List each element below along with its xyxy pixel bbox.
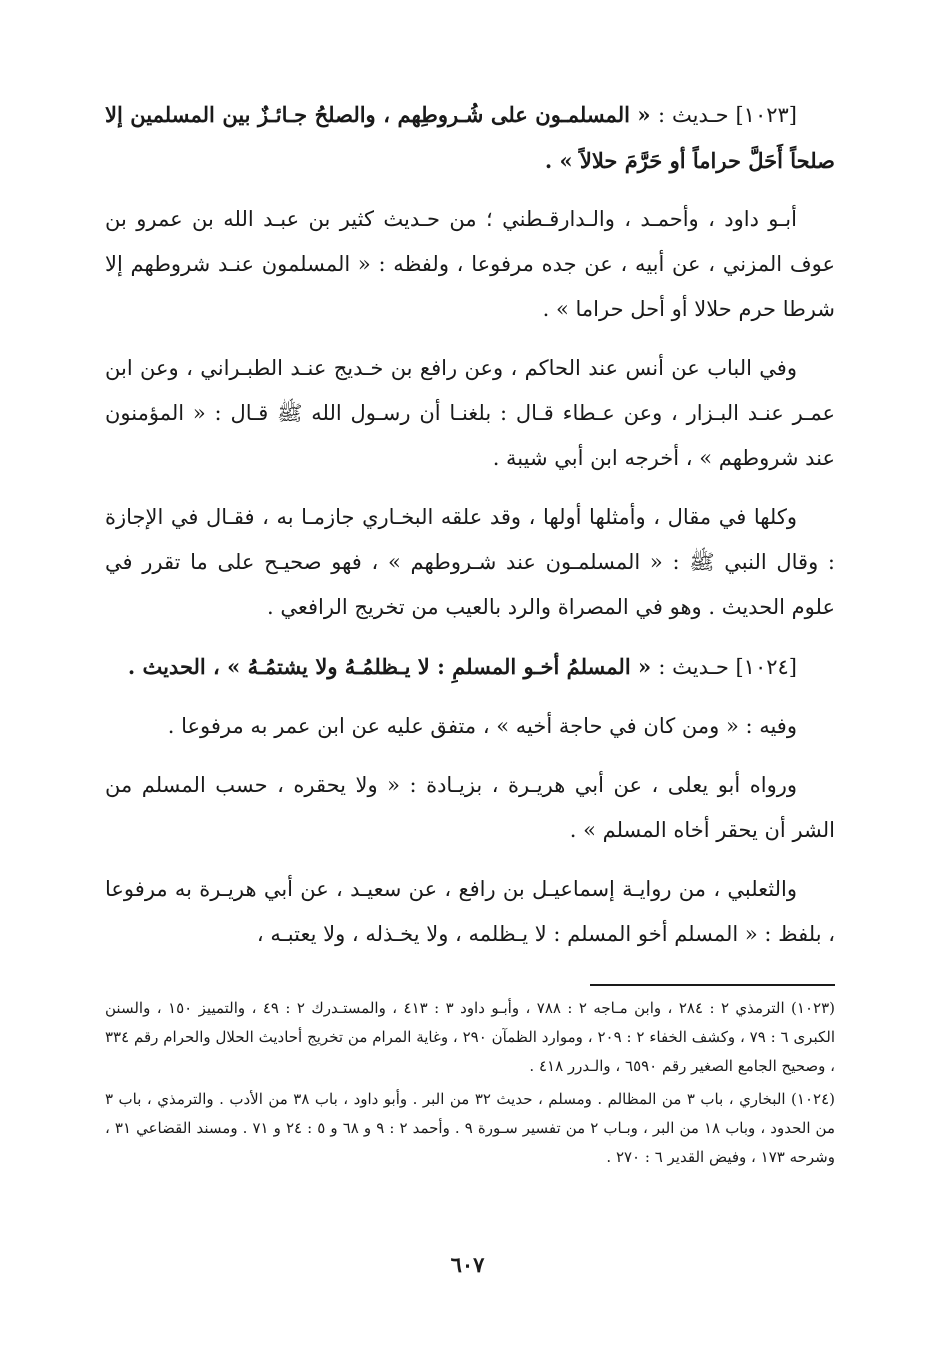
paragraph: وكلها في مقال ، وأمثلها أولها ، وقد علقه البخـاري جازمـا به ، فقـال في الإجازة : وقال النبي ﷺ : « المسلمـون عند شـروطهم » ، فهو صحيـح على ما تقرر في علوم الحديث . وهو في المصراة والرد بالعيب من تخريج الرافعي .	[105, 505, 835, 619]
paragraph: ورواه أبو يعلى ، عن أبي هريـرة ، بزيـادة : « ولا يحقره ، حسب المسلم من الشر أن يحقر أخاه المسلم » .	[105, 773, 835, 842]
page-number: ٦٠٧	[450, 1252, 485, 1277]
hadith-1023	[105, 92, 835, 183]
paragraph: أبـو داود ، وأحمـد ، والـدارقـطني ؛ من حـديث كثير بن عبـد الله بن عمرو بن عوف المزني ، عن أبيه ، عن جده مرفوعا ، ولفظه : « المسلمون عنـد شروطهم إلا شرطا حرم حلالا أو أحل حراما » .	[105, 207, 835, 321]
hadith-text: « المسلمُ أخـو المسلمِ : لا يـظلمُـهُ ولا يشتمُـهُ » ، الحديث .	[127, 654, 659, 679]
footnote-separator	[590, 984, 835, 986]
footnote-1024: (١٠٢٤) البخاري ، باب ٣ من المظالم . ومسلم ، حديث ٣٢ من البر . وأبو داود ، باب ٣٨ من الأدب . والترمذي ، باب ٣ من الحدود ، وباب ١٨ من البر ، وبـاب ٢ من تفسير سـورة ٩ . وأحمد ٢ : ٩ و ٦٨ و ٥ : ٢٤ و ٧١ . ومسند القضاعي ٣١ ، وشرحه ١٧٣ ، وفيض القدير ٦ : ٢٧٠ .	[105, 1090, 836, 1166]
footnote-1023: (١٠٢٣) الترمذي ٢ : ٢٨٤ ، وابن مـاجه ٢ : ٧٨٨ ، وأبـو داود ٣ : ٤١٣ ، والمستـدرك ٢ : ٤٩ ، والتمييز ١٥٠ ، والسنن الكبرى ٦ : ٧٩ ، وكشف الخفاء ٢ : ٢٠٩ ، وموارد الظمآن ٢٩٠ ، وغاية المرام من تخريج أحاديث الحلال والحرام رقم ٣٣٤ ، وصحيح الجامع الصغير رقم ٦٥٩٠ ، والـدرر ٤١٨ .	[105, 999, 836, 1075]
hadith-number: [١٠٢٣] حـديث :	[658, 103, 797, 127]
paragraph: وفي الباب عن أنس عند الحاكم ، وعن رافع بن خـديج عنـد الطبـراني ، وعن ابن عمـر عنـد البـزار ، وعن عـطاء قـال : بلغنـا أن رسـول الله ﷺ قـال : « المؤمنون عند شروطهم » ، أخرجه ابن أبي شيبة .	[105, 356, 835, 470]
paragraph: والثعلبي ، من روايـة إسماعيـل بن رافع ، عن سعيـد ، عن أبي هريـرة به مرفوعا ، بلفظ : « المسلم أخو المسلم : لا يـظلمه ، ولا يخـذله ، ولا يعتبـه ،	[105, 877, 835, 946]
paragraph: وفيه : « ومن كان في حاجة أخيه » ، متفق عليه عن ابن عمر به مرفوعا .	[167, 714, 797, 738]
hadith-text: « المسلمـون على شُـروطِهم ، والصلحُ جـائـزٌ بين المسلمين إلا صلحاً أَحَلَّ حراماً أو حَرَّمَ حلالاً » .	[105, 102, 835, 173]
main-text	[105, 92, 835, 971]
hadith-1024	[105, 644, 835, 690]
hadith-number: [١٠٢٤] حـديث :	[658, 655, 797, 679]
footnotes	[105, 994, 835, 1176]
